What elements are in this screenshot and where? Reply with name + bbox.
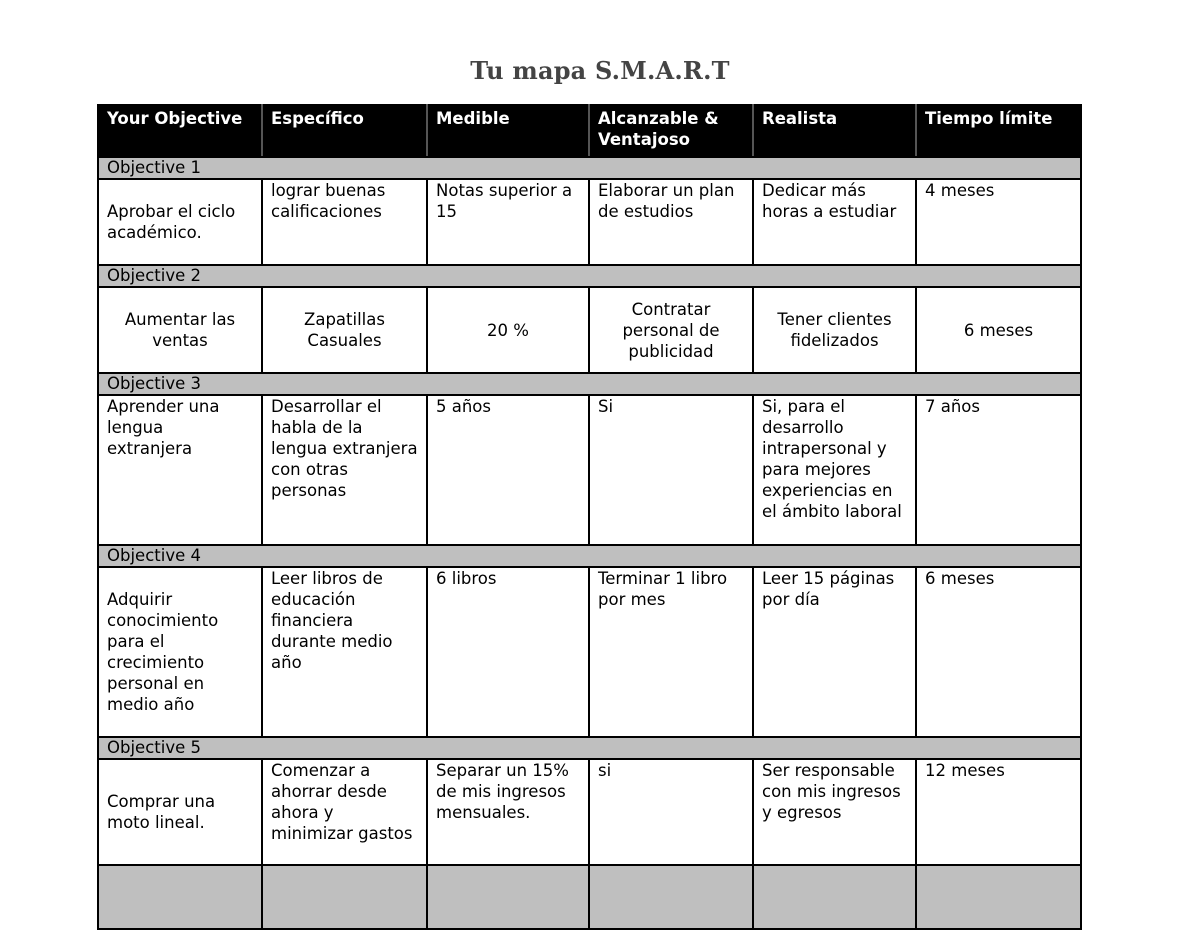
cell-objective: Adquirir conocimiento para el crecimiento personal en medio año xyxy=(98,567,262,737)
empty-row xyxy=(98,865,1081,929)
cell-realista: Ser responsable con mis ingresos y egresos xyxy=(753,759,916,865)
objective-label: Objective 2 xyxy=(98,265,1081,287)
cell-tiempo: 4 meses xyxy=(916,179,1081,265)
cell-medible: 20 % xyxy=(427,287,589,373)
cell-especifico: Zapatillas Casuales xyxy=(262,287,427,373)
objective-label: Objective 4 xyxy=(98,545,1081,567)
document-title: Tu mapa S.M.A.R.T xyxy=(470,56,730,85)
cell-especifico: Comenzar a ahorrar desde ahora y minimizar gastos xyxy=(262,759,427,865)
cell-alcanzable: Elaborar un plan de estudios xyxy=(589,179,753,265)
empty-cell xyxy=(589,865,753,929)
header-tiempo-limite: Tiempo límite xyxy=(916,105,1081,157)
objective-label: Objective 3 xyxy=(98,373,1081,395)
cell-tiempo: 6 meses xyxy=(916,287,1081,373)
cell-realista: Tener clientes fidelizados xyxy=(753,287,916,373)
cell-alcanzable: Terminar 1 libro por mes xyxy=(589,567,753,737)
header-realista: Realista xyxy=(753,105,916,157)
cell-tiempo: 12 meses xyxy=(916,759,1081,865)
cell-alcanzable: si xyxy=(589,759,753,865)
table-row xyxy=(98,179,1081,265)
table-row xyxy=(98,759,1081,865)
cell-objective: Comprar una moto lineal. xyxy=(98,759,262,865)
cell-realista: Leer 15 páginas por día xyxy=(753,567,916,737)
cell-medible: Notas superior a 15 xyxy=(427,179,589,265)
header-especifico: Específico xyxy=(262,105,427,157)
table-row xyxy=(98,287,1081,373)
cell-medible: Separar un 15% de mis ingresos mensuales. xyxy=(427,759,589,865)
objective-section-row xyxy=(98,737,1081,759)
empty-cell xyxy=(427,865,589,929)
header-alcanzable: Alcanzable & Ventajoso xyxy=(589,105,753,157)
objective-section-row xyxy=(98,373,1081,395)
objective-label: Objective 1 xyxy=(98,157,1081,179)
empty-cell xyxy=(916,865,1081,929)
cell-especifico: Leer libros de educación financiera durante medio año xyxy=(262,567,427,737)
table-row xyxy=(98,395,1081,545)
empty-cell xyxy=(262,865,427,929)
cell-tiempo: 6 meses xyxy=(916,567,1081,737)
empty-cell xyxy=(98,865,262,929)
objective-section-row xyxy=(98,545,1081,567)
table-header-row xyxy=(98,105,1081,157)
cell-tiempo: 7 años xyxy=(916,395,1081,545)
cell-objective: Aumentar las ventas xyxy=(98,287,262,373)
objective-section-row xyxy=(98,265,1081,287)
empty-cell xyxy=(753,865,916,929)
cell-realista: Si, para el desarrollo intrapersonal y para mejores experiencias en el ámbito laboral xyxy=(753,395,916,545)
cell-medible: 6 libros xyxy=(427,567,589,737)
cell-alcanzable: Si xyxy=(589,395,753,545)
cell-objective: Aprender una lengua extranjera xyxy=(98,395,262,545)
cell-especifico: lograr buenas calificaciones xyxy=(262,179,427,265)
smart-table xyxy=(97,104,1082,930)
cell-medible: 5 años xyxy=(427,395,589,545)
header-your-objective: Your Objective xyxy=(98,105,262,157)
cell-alcanzable: Contratar personal de publicidad xyxy=(589,287,753,373)
cell-objective: Aprobar el ciclo académico. xyxy=(98,179,262,265)
cell-realista: Dedicar más horas a estudiar xyxy=(753,179,916,265)
header-medible: Medible xyxy=(427,105,589,157)
table-row xyxy=(98,567,1081,737)
objective-section-row xyxy=(98,157,1081,179)
cell-especifico: Desarrollar el habla de la lengua extranjera con otras personas xyxy=(262,395,427,545)
objective-label: Objective 5 xyxy=(98,737,1081,759)
